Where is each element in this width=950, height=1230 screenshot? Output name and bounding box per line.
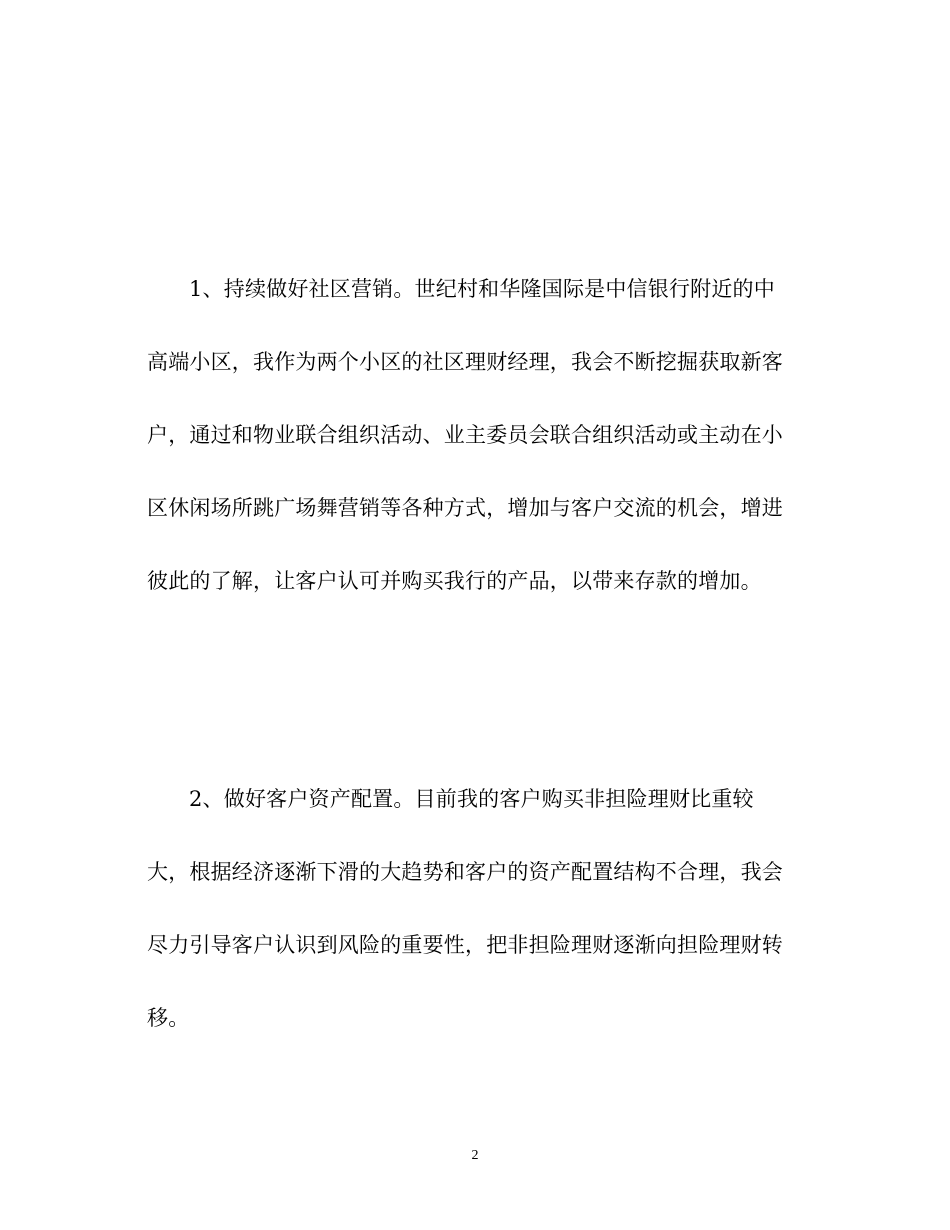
paragraph-line: 区休闲场所跳广场舞营销等各种方式，增加与客户交流的机会，增进	[147, 496, 783, 520]
paragraph-line: 高端小区，我作为两个小区的社区理财经理，我会不断挖掘获取新客	[147, 350, 783, 374]
paragraph-line: 尽力引导客户认识到风险的重要性，把非担险理财逐渐向担险理财转	[147, 933, 783, 957]
paragraph-line: 彼此的了解，让客户认可并购买我行的产品，以带来存款的增加。	[147, 569, 762, 593]
paragraph-line: 户，通过和物业联合组织活动、业主委员会联合组织活动或主动在小	[147, 423, 783, 447]
paragraph-line: 1、持续做好社区营销。世纪村和华隆国际是中信银行附近的中	[189, 277, 775, 301]
paragraph-line: 大，根据经济逐渐下滑的大趋势和客户的资产配置结构不合理，我会	[147, 860, 783, 884]
paragraph-line: 移。	[147, 1006, 190, 1030]
paragraph-line: 2、做好客户资产配置。目前我的客户购买非担险理财比重较	[189, 787, 754, 811]
page-number: 2	[471, 1148, 479, 1163]
